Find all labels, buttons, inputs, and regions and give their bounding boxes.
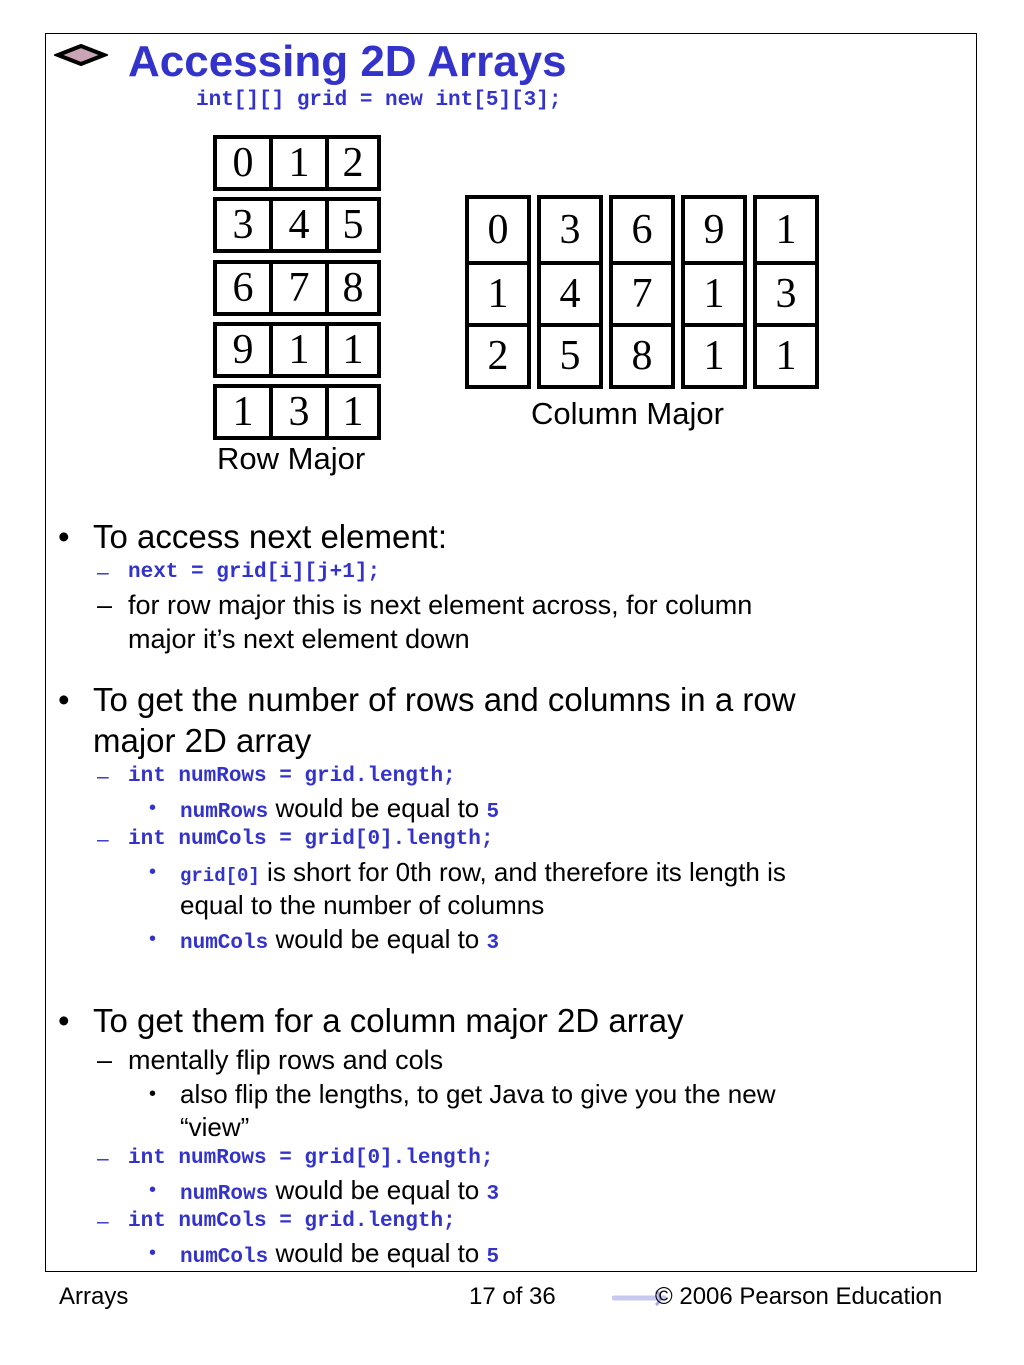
grid-cell: 1 [685, 261, 743, 323]
column-major-column [681, 195, 747, 389]
sub-text: would be equal to [268, 793, 487, 823]
footer-copyright: © 2006 Pearson Education [655, 1283, 943, 1310]
array-declaration: int[][] grid = new int[5][3]; [196, 89, 562, 112]
grid-cell: 8 [613, 323, 671, 385]
column-major-column [537, 195, 603, 389]
column-major-column [465, 195, 531, 389]
sub-text: is short for 0th row, and therefore its length is [259, 857, 786, 887]
row-major-row [213, 384, 381, 440]
sub-text: mentally flip rows and cols [128, 1045, 444, 1075]
grid-cell: 2 [469, 323, 527, 385]
sub-bullet-marker: • [149, 861, 157, 883]
sub-dash: – [97, 828, 109, 851]
sub-dash: – [97, 590, 113, 620]
grid-cell: 1 [269, 139, 325, 187]
bullet-text: To get the number of rows and columns in a row [93, 681, 796, 718]
code-snippet: int numRows = grid.length; [128, 765, 456, 788]
sub-text: would be equal to [268, 924, 487, 954]
code-snippet: numRows [180, 801, 269, 824]
sub-dash: – [97, 561, 109, 584]
grid-cell: 7 [613, 261, 671, 323]
grid-cell: 9 [232, 327, 254, 373]
grid-cell: 1 [232, 389, 254, 435]
bullet-text: To access next element: [93, 518, 448, 555]
grid-cell: 0 [232, 140, 254, 186]
grid-cell: 4 [269, 201, 325, 249]
sub-bullet-marker: • [149, 1242, 157, 1264]
bullet-text: To get them for a column major 2D array [93, 1002, 684, 1039]
grid-cell: 1 [469, 261, 527, 323]
grid-cell: 3 [559, 207, 581, 253]
bullet-marker: • [58, 518, 70, 555]
row-major-row [213, 322, 381, 378]
sub-text: would be equal to [268, 1238, 487, 1268]
grid-cell: 1 [775, 207, 797, 253]
column-major-column [753, 195, 819, 389]
code-snippet: int numCols = grid.length; [128, 1210, 456, 1233]
row-major-row [213, 197, 381, 253]
code-snippet: numCols [180, 1246, 269, 1269]
code-snippet: grid[0] [180, 865, 260, 887]
grid-cell: 3 [232, 202, 254, 248]
sub-dash: – [97, 1210, 109, 1233]
code-value: 3 [486, 932, 500, 955]
grid-cell: 0 [487, 207, 509, 253]
sub-bullet-marker: • [149, 1083, 157, 1105]
sub-bullet-marker: • [149, 797, 157, 819]
footer-page-number: 17 of 36 [469, 1283, 556, 1310]
grid-cell: 3 [757, 261, 815, 323]
grid-cell: 9 [703, 207, 725, 253]
code-snippet: next = grid[i][j+1]; [128, 561, 381, 584]
sub-bullet-marker: • [149, 928, 157, 950]
grid-cell: 1 [757, 323, 815, 385]
sub-bullet-marker: • [149, 1179, 157, 1201]
row-major-row [213, 260, 381, 316]
sub-text: also flip the lengths, to get Java to give you the new [180, 1079, 776, 1109]
sub-text: major it’s next element down [128, 624, 470, 654]
code-snippet: int numRows = grid[0].length; [128, 1147, 494, 1170]
row-major-row [213, 135, 381, 191]
grid-cell: 1 [269, 326, 325, 374]
bullet-text: major 2D array [93, 722, 312, 759]
grid-cell: 1 [325, 388, 377, 436]
code-snippet: numRows [180, 1183, 269, 1206]
grid-cell: 8 [325, 264, 377, 312]
bullet-marker: • [58, 1002, 70, 1039]
grid-cell: 1 [325, 326, 377, 374]
grid-cell: 3 [269, 388, 325, 436]
grid-cell: 1 [685, 323, 743, 385]
code-snippet: int numCols = grid[0].length; [128, 828, 494, 851]
grid-cell: 2 [325, 139, 377, 187]
footer-section-label: Arrays [59, 1283, 129, 1310]
row-major-caption: Row Major [217, 441, 366, 476]
grid-cell: 5 [325, 201, 377, 249]
bullet-marker: • [58, 681, 70, 718]
grid-cell: 6 [631, 207, 653, 253]
code-value: 5 [486, 801, 500, 824]
code-value: 3 [486, 1183, 500, 1206]
column-major-column [609, 195, 675, 389]
grid-cell: 4 [541, 261, 599, 323]
grid-cell: 5 [541, 323, 599, 385]
sub-text: “view” [180, 1112, 250, 1142]
column-major-caption: Column Major [531, 396, 724, 431]
sub-dash: – [97, 1147, 109, 1170]
sub-text: equal to the number of columns [180, 890, 545, 920]
diamond-bullet-icon [54, 44, 108, 66]
sub-text: for row major this is next element across, for column [128, 590, 753, 620]
sub-text: would be equal to [268, 1175, 487, 1205]
slide-title: Accessing 2D Arrays [128, 37, 567, 86]
code-snippet: numCols [180, 932, 269, 955]
code-value: 5 [486, 1246, 500, 1269]
grid-cell: 6 [232, 265, 254, 311]
sub-dash: – [97, 1045, 113, 1075]
grid-cell: 7 [269, 264, 325, 312]
sub-dash: – [97, 765, 109, 788]
